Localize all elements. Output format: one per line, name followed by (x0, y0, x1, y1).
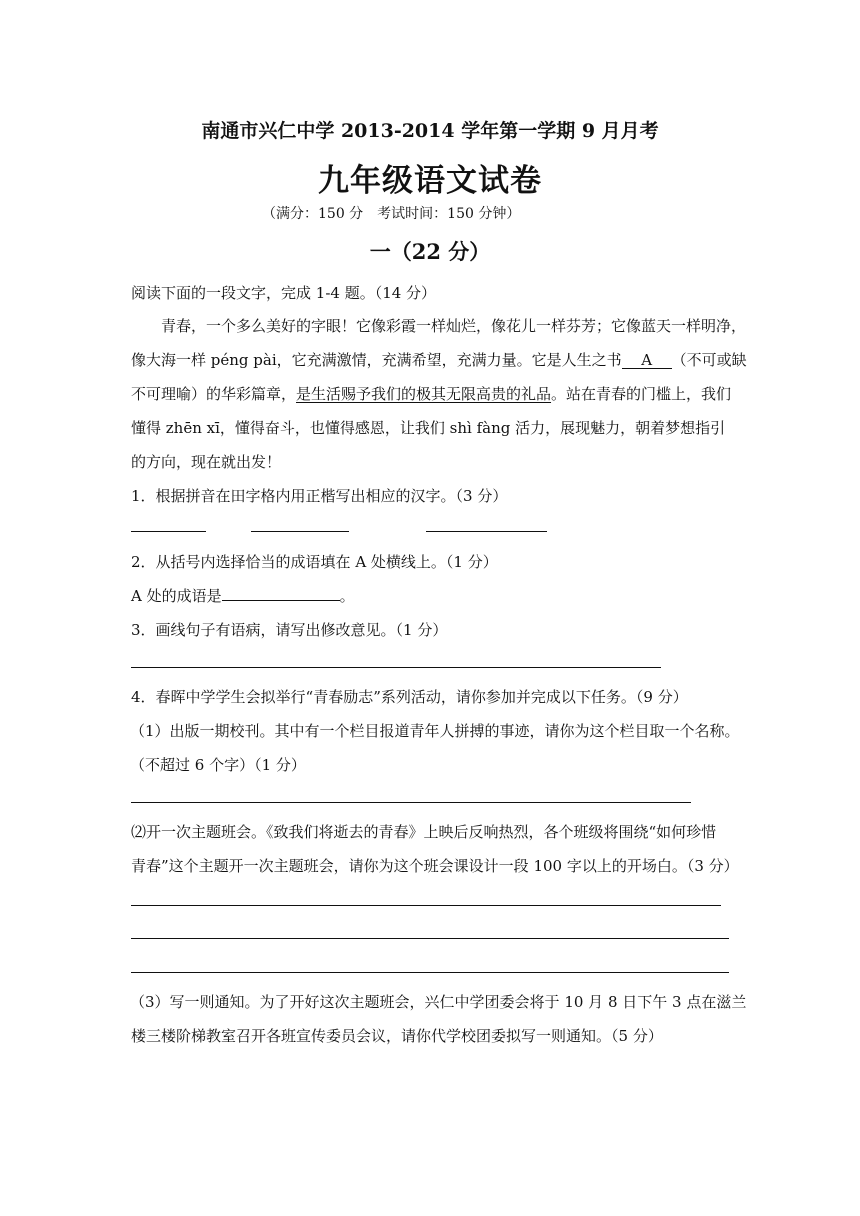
passage-line-2-start: 像大海一样 péng pài，它充满激情，充满希望，充满力量。它是人生之书 (131, 351, 622, 369)
question-4-3-line-1: （3）写一则通知。为了开好这次主题班会，兴仁中学团委会将于 10 月 8 日下午 3 点在滋兰 (130, 993, 747, 1011)
question-4: 4．春晖中学学生会拟举行“青春励志”系列活动，请你参加并完成以下任务。（9 分） (131, 688, 688, 706)
q2-answer (131, 585, 355, 606)
passage-line-3-end: 。站在青春的门槛上，我们 (551, 385, 732, 403)
q1-answer-line-2[interactable] (251, 531, 349, 532)
passage-line-5: 的方向，现在就出发！ (131, 453, 282, 471)
question-1: 1．根据拼音在田字格内用正楷写出相应的汉字。（3 分） (131, 487, 508, 505)
exam-meta-info: （满分：150 分 考试时间：150 分钟） (262, 206, 521, 222)
q1-answer-line-3[interactable] (426, 531, 547, 532)
q2-answer-end: 。 (339, 587, 355, 605)
question-4-1-line-2: （不超过 6 个字）（1 分） (130, 756, 306, 774)
passage-line-2-end: （不可或缺 (671, 351, 747, 369)
passage-line-1: 青春，一个多么美好的字眼！它像彩霞一样灿烂，像花儿一样芬芳；它像蓝天一样明净， (131, 317, 747, 335)
q3-answer-line[interactable] (131, 667, 661, 668)
q2-answer-line[interactable] (222, 586, 340, 601)
q4-1-answer-line[interactable] (131, 802, 691, 803)
question-4-2-line-1: ⑵开一次主题班会。《致我们将逝去的青春》上映后反响热烈，各个班级将围绕“如何珍惜 (131, 823, 717, 841)
question-4-3-line-2: 楼三楼阶梯教室召开各班宣传委员会议，请你代学校团委拟写一则通知。（5 分） (131, 1027, 663, 1045)
passage-line-3 (131, 383, 731, 404)
exam-header-title: 南通市兴仁中学 2013-2014 学年第一学期 9 月月考 (201, 120, 659, 142)
q4-2-answer-line-2[interactable] (131, 938, 729, 939)
q1-answer-line-1[interactable] (131, 531, 206, 532)
passage-line-4: 懂得 zhēn xī，懂得奋斗，也懂得感恩，让我们 shì fàng 活力，展现魅力，朝着梦想指引 (131, 419, 726, 437)
exam-paper-title: 九年级语文试卷 (318, 163, 542, 199)
blank-a: A (622, 352, 672, 369)
q4-2-answer-line-1[interactable] (131, 905, 721, 906)
q4-2-answer-line-3[interactable] (131, 972, 729, 973)
q2-answer-label: A 处的成语是 (131, 587, 222, 605)
passage-line-3-start: 不可理喻）的华彩篇章， (131, 385, 297, 403)
question-3: 3．画线句子有语病，请写出修改意见。（1 分） (131, 621, 448, 639)
reading-intro: 阅读下面的一段文字，完成 1-4 题。（14 分） (131, 284, 437, 302)
underlined-sentence: 是生活赐予我们的极其无限高贵的礼品 (296, 385, 552, 403)
question-4-2-line-2: 青春”这个主题开一次主题班会，请你为这个班会课设计一段 100 字以上的开场白。（3 分） (131, 857, 739, 875)
passage-line-2 (131, 349, 747, 370)
question-4-1-line-1: （1）出版一期校刊。其中有一个栏目报道青年人拼搏的事迹，请你为这个栏目取一个名称。 (130, 722, 740, 740)
question-2: 2．从括号内选择恰当的成语填在 A 处横线上。（1 分） (131, 553, 498, 571)
section-heading: 一（22 分） (369, 239, 491, 264)
